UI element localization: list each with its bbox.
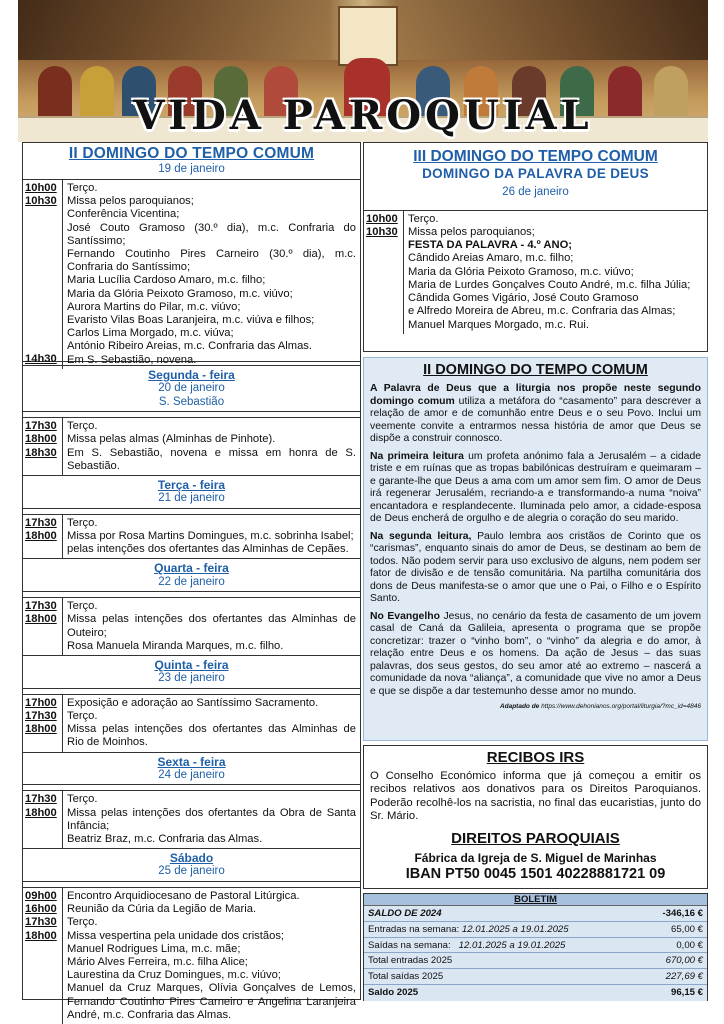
list-item: António Ribeiro Areias, m.c. Confraria das Almas. [67, 340, 312, 353]
intentions-list [63, 888, 360, 1024]
time: 18h00 [25, 613, 57, 626]
reflection-paragraph [370, 383, 701, 445]
sunday1-header [23, 143, 360, 180]
tuesday-header [23, 476, 360, 509]
source-credit [370, 703, 701, 711]
tuesday-name: Terça - feira [157, 478, 226, 492]
time: 18h30 [25, 446, 57, 459]
row-label: Entradas na semana: 12.01.2025 a 19.01.2025 [368, 923, 569, 935]
row-period: 12.01.2025 a 19.01.2025 [458, 939, 566, 951]
table-row [364, 938, 707, 954]
sunday2-subtitle: DOMINGO DA PALAVRA DE DEUS [422, 166, 649, 182]
list-item: Terço. [67, 181, 98, 194]
balance-table [363, 893, 708, 1001]
sunday2-section [363, 142, 708, 352]
monday-date: 20 de janeiro [158, 382, 225, 394]
thursday-name: Quinta - feira [154, 657, 229, 672]
paragraph-text: Jesus, no cenário da festa de casamento de um jovem casal de Caná da Galileia, apresenta o programa que se propõe concretizar: trazer o “vinho bom”, o “vinho” da alegria e do amor, à relação entre Deus e os homens. Da ação de Jesus – das suas palavras, dos seus gestos, do seu amor até ao extremo – nascerá a comunidade da nova “aliança”, a comunidade que vive no amor a Deus e que se dispõe a dar testemunho desse amor no mundo. [370, 610, 701, 697]
source-link[interactable]: https://www.dehonianos.org/portal/liturgia/?mc_id=4846 [541, 703, 701, 711]
list-item: Cândida Gomes Vigário, José Couto Gramoso [408, 292, 639, 305]
intentions-list [63, 598, 360, 655]
times-column [23, 695, 63, 752]
row-label: Saldo 2025 [368, 986, 419, 998]
reflection-paragraph [370, 611, 701, 698]
list-item: Cândido Areias Amaro, m.c. filho; [408, 252, 574, 265]
times-column [23, 598, 63, 655]
list-item: Manuel Marques Morgado, m.c. Rui. [408, 318, 589, 331]
time: 17h30 [25, 516, 57, 529]
fabrica-name: Fábrica da Igreja de S. Miguel de Marinhas [414, 850, 657, 865]
list-item: Manuel Rodrigues Lima, m.c. mãe; [67, 942, 241, 955]
time: 14h30 [25, 352, 57, 365]
paragraph-lead: A Palavra de Deus que a liturgia nos propõe neste segundo domingo comum [370, 383, 701, 407]
list-item: Manuel da Cruz Marques, Olívia Gonçalves de Lemos, Fernando Coutinho Pires Carneiro e Angelina Laranjeira André, m.c. Confraria das Almas. [67, 982, 356, 1021]
time: 17h00 [25, 696, 57, 709]
list-item: Mário Alves Ferreira, m.c. filha Alice; [67, 955, 248, 968]
list-item: Missa pelos paroquianos; [67, 195, 194, 208]
intentions-list [63, 515, 360, 559]
irs-notice [363, 745, 708, 889]
tuesday-masses [23, 515, 360, 560]
saturday-header [23, 849, 360, 882]
time: 17h30 [25, 709, 57, 722]
sunday2-title: III DOMINGO DO TEMPO COMUM [413, 148, 658, 165]
thursday-masses [23, 695, 360, 753]
balance-title: BOLETIM [364, 894, 707, 906]
monday-name: Segunda - feira [148, 367, 235, 382]
list-item: Missa pelas intenções dos ofertantes das Alminhas de Rio de Moinhos. [67, 723, 356, 749]
list-item: FESTA DA PALAVRA - 4.º ANO; [408, 239, 573, 252]
time: 17h30 [25, 600, 57, 613]
time: 18h00 [25, 723, 57, 736]
irs-title: RECIBOS IRS [486, 749, 585, 766]
monday-masses [23, 418, 360, 476]
list-item: Terço. [67, 600, 98, 613]
sunday1-title: II DOMINGO DO TEMPO COMUM [68, 145, 315, 162]
times-column [23, 791, 63, 848]
time: 16h00 [25, 903, 57, 916]
list-item: José Couto Gramoso (30.º dia), m.c. Confraria do Santíssimo; [67, 221, 356, 247]
reflection-title: II DOMINGO DO TEMPO COMUM [423, 362, 648, 378]
list-item: Aurora Martins do Pilar, m.c. viúvo; [67, 300, 241, 313]
list-item: Terço. [67, 516, 98, 529]
list-item: Missa pelos paroquianos; [408, 225, 535, 238]
time: 10h30 [25, 195, 57, 208]
list-item: Laurestina da Cruz Domingues, m.c. viúvo; [67, 969, 281, 982]
paragraph-text: um profeta anónimo fala a Jerusalém – a cidade triste e em ruínas que as tropas babilónicas destruíram e queimaram – e garante-lhe que Deus a ama com um amor sem fim. O amor de Deus irá regenerar Jerusalém, recriando-a e transformando-a numa “noiva” encantadora e resplandecente. Iluminada pelo amor, a cidade-esposa de Deus encherá de orgulho e de alegria o coração do seu marido. [370, 450, 702, 525]
irs-text: O Conselho Económico informa que já começou a emitir os recibos relativos aos donativos para os Direitos Paroquianos. Poderão recolhê-los na sacristia, no final das eucaristias, junto do Sr. Mário. [370, 769, 701, 823]
row-value: 96,15 € [670, 986, 703, 998]
paragraph-lead: Na primeira leitura [370, 450, 464, 462]
list-item: Missa por Rosa Martins Domingues, m.c. sobrinha Isabel; [67, 529, 354, 542]
intentions-list [63, 418, 360, 475]
wednesday-date: 22 de janeiro [158, 575, 225, 588]
wednesday-name: Quarta - feira [154, 561, 229, 576]
reflection-paragraph [370, 451, 701, 526]
tuesday-date: 21 de janeiro [158, 492, 225, 505]
intentions-list [63, 695, 360, 752]
list-item: Encontro Arquidiocesano de Pastoral Litúrgica. [67, 889, 300, 902]
list-item: Terço. [67, 709, 98, 722]
wednesday-header [23, 559, 360, 592]
parish-dues-title: DIREITOS PAROQUIAIS [451, 829, 620, 847]
saturday-name: Sábado [169, 851, 214, 866]
sunday1-date: 19 de janeiro [158, 163, 225, 176]
intentions-list [63, 791, 360, 848]
time: 09h00 [25, 889, 57, 902]
thursday-header [23, 656, 360, 689]
times-column [364, 211, 404, 334]
time: 18h00 [25, 529, 57, 542]
reflection-paragraph [370, 531, 701, 606]
list-item: Maria Lucília Cardoso Amaro, m.c. filho; [67, 274, 266, 287]
saturday-date: 25 de janeiro [158, 865, 225, 878]
sunday2-date: 26 de janeiro [502, 186, 569, 199]
list-item: Missa vespertina pela unidade dos cristãos; [67, 929, 285, 942]
time: 18h00 [25, 929, 57, 942]
row-value: -346,16 € [662, 908, 703, 919]
row-value: 65,00 € [670, 923, 703, 935]
time: 17h30 [25, 793, 57, 806]
list-item: Terço. [67, 916, 98, 929]
times-column [23, 180, 63, 369]
paragraph-text: utiliza a metáfora do “casamento” para descrever a relação de amor e de comunhão entre Deus e o seu Povo. Inclui um veemente convite a entrarmos nessa história de amor que Deus se dispõe a construir connosco. [370, 395, 702, 445]
list-item: Missa pelas almas (Alminhas de Pinhote). [67, 433, 276, 446]
list-item: Em S. Sebastião, novena e missa em honra de S. Sebastião. [67, 446, 356, 472]
last-supper-window [338, 6, 398, 66]
list-item: Maria da Glória Peixoto Gramoso, m.c. viúvo; [408, 265, 634, 278]
list-item: Terço. [67, 420, 98, 433]
saturday-masses [23, 888, 360, 1024]
sunday1-masses [23, 180, 360, 366]
list-item: Terço. [67, 793, 98, 806]
row-value: 670,00 € [665, 955, 703, 967]
row-label: Saídas na semana: 12.01.2025 a 19.01.2025 [368, 939, 566, 951]
table-row [364, 906, 707, 922]
list-item: Em S. Sebastião, novena. [67, 353, 197, 366]
friday-date: 24 de janeiro [158, 768, 225, 781]
row-label: Total saídas 2025 [368, 971, 444, 983]
list-item: Reunião da Cúria da Legião de Maria. [67, 903, 257, 916]
list-item: Evaristo Vilas Boas Laranjeira, m.c. viúva e filhos; [67, 314, 315, 327]
list-item: Conferência Vicentina; [67, 208, 180, 221]
paragraph-lead: Na segunda leitura, [370, 530, 472, 542]
list-item: Carlos Lima Morgado, m.c. viúva; [67, 327, 234, 340]
time: 17h30 [25, 916, 57, 929]
paragraph-text: Paulo lembra aos cristãos de Corinto que os “carismas”, enquanto sinais do amor de Deus, se destinam ao bem de todos. Não podem servir para uso exclusivo de alguns, nem podem ser fator de divisão e de tensão comunitária. Na partilha comunitária dos dons de Deus manifesta-se o amor que une o Pai, o Filho e o Espírito Santo. [370, 530, 701, 605]
row-value: 0,00 € [676, 939, 703, 951]
paragraph-lead: No Evangelho [370, 610, 440, 622]
list-item: Beatriz Braz, m.c. Confraria das Almas. [67, 832, 263, 845]
list-item: Terço. [408, 212, 439, 225]
thursday-date: 23 de janeiro [158, 672, 225, 685]
wednesday-masses [23, 598, 360, 656]
table-row [364, 969, 707, 985]
liturgy-reflection [363, 357, 708, 741]
time: 18h00 [25, 806, 57, 819]
list-item: Missa pelas intenções dos ofertantes das Alminhas de Outeiro; [67, 613, 356, 639]
time: 18h00 [25, 433, 57, 446]
list-item: Fernando Coutinho Pires Carneiro (30.º dia), m.c. Confraria do Santíssimo; [67, 247, 356, 274]
source-label: Adaptado de [499, 703, 540, 711]
list-item: Maria de Lurdes Gonçalves Couto André, m.c. filha Júlia; [408, 278, 691, 291]
friday-header [23, 753, 360, 786]
header-banner [18, 0, 708, 142]
sunday2-masses [364, 210, 707, 334]
monday-header [23, 366, 360, 412]
time: 17h30 [25, 420, 57, 433]
page-title: VIDA PAROQUIAL [133, 92, 593, 139]
time: 10h00 [25, 181, 57, 194]
times-column [23, 418, 63, 475]
row-value: 227,69 € [665, 971, 703, 983]
row-label: SALDO DE 2024 [368, 908, 442, 919]
time: 10h00 [366, 212, 398, 225]
table-row [364, 985, 707, 1001]
times-column [23, 888, 63, 1024]
times-column [23, 515, 63, 559]
list-item: pelas intenções dos ofertantes das Alminhas de Cepães. [67, 543, 349, 556]
list-item: Exposição e adoração ao Santíssimo Sacramento. [67, 696, 319, 709]
time: 10h30 [366, 225, 398, 238]
friday-name: Sexta - feira [157, 754, 226, 769]
friday-masses [23, 791, 360, 849]
sunday2-header [364, 143, 707, 204]
row-label: Total entradas 2025 [368, 955, 453, 967]
list-item: e Alfredo Moreira de Abreu, m.c. Confraria das Almas; [408, 305, 676, 318]
list-item: Rosa Manuela Miranda Marques, m.c. filho. [67, 639, 284, 652]
row-period: 12.01.2025 a 19.01.2025 [461, 923, 569, 935]
monday-saint: S. Sebastião [158, 395, 225, 408]
intentions-list [404, 211, 707, 334]
intentions-list [63, 180, 360, 369]
table-row [364, 922, 707, 938]
weekly-schedule [22, 142, 361, 1021]
iban: IBAN PT50 0045 1501 40228881721 09 [405, 865, 666, 882]
list-item: Maria da Glória Peixoto Gramoso, m.c. viúvo; [67, 287, 293, 300]
table-row [364, 953, 707, 969]
list-item: Missa pelas intenções dos ofertantes da Obra de Santa Infância; [67, 806, 356, 832]
